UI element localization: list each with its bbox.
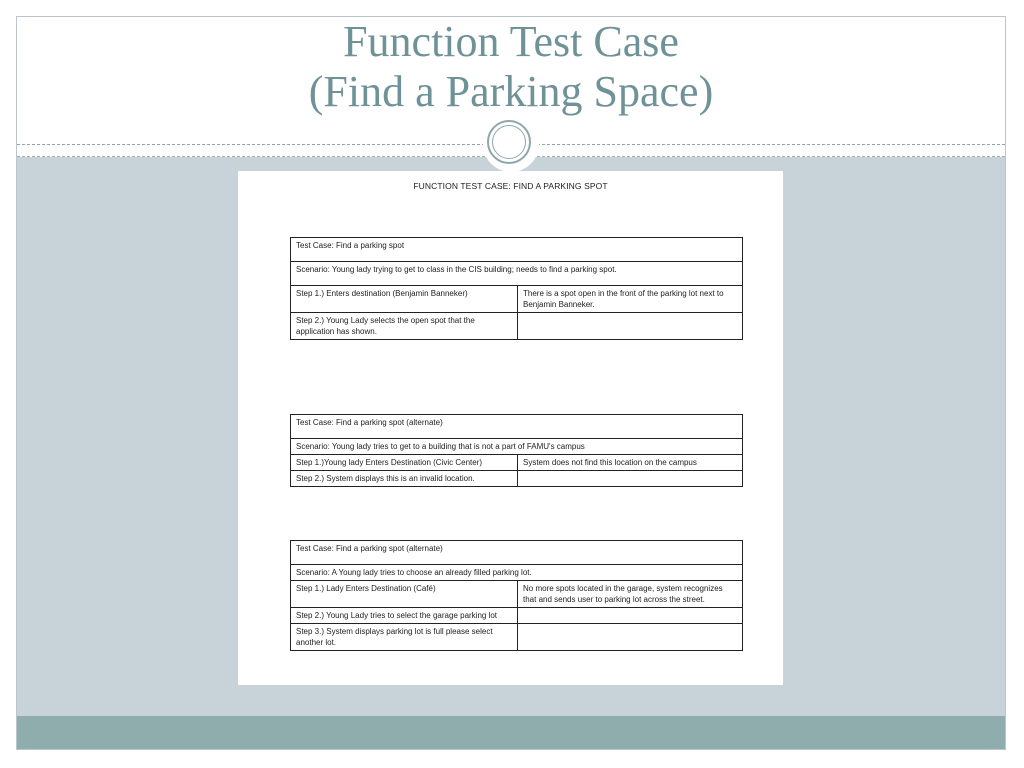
table-row: [291, 581, 743, 608]
ornament-inner-ring: [492, 125, 526, 159]
test-case-cell: Test Case: Find a parking spot: [291, 238, 743, 262]
step-cell: Step 2.) System displays this is an invalid location.: [291, 471, 518, 487]
step-cell: Step 2.) Young Lady tries to select the garage parking lot: [291, 608, 518, 624]
table-row: [291, 541, 743, 565]
footer-bar: [17, 716, 1005, 750]
scenario-cell: Scenario: Young lady tries to get to a building that is not a part of FAMU's campus: [291, 439, 743, 455]
document-heading: FUNCTION TEST CASE: FIND A PARKING SPOT: [413, 181, 608, 191]
step-cell: Step 1.) Lady Enters Destination (Café): [291, 581, 518, 608]
table-row: [291, 565, 743, 581]
test-case-table-3: [290, 540, 743, 651]
scenario-cell: Scenario: Young lady trying to get to class in the CIS building; needs to find a parking spot.: [291, 262, 743, 286]
table-row: [291, 415, 743, 439]
table-row: [291, 313, 743, 340]
table-row: [291, 439, 743, 455]
result-cell: [518, 608, 743, 624]
table-row: [291, 455, 743, 471]
step-cell: Step 1.) Enters destination (Benjamin Banneker): [291, 286, 518, 313]
document-image: [238, 171, 783, 685]
slide-title-line-2: (Find a Parking Space): [308, 67, 714, 116]
result-cell: [518, 624, 743, 651]
result-cell: [518, 471, 743, 487]
step-cell: Step 1.)Young lady Enters Destination (Civic Center): [291, 455, 518, 471]
slide-title-line-1: Function Test Case: [343, 17, 679, 66]
step-cell: Step 2.) Young Lady selects the open spot that the application has shown.: [291, 313, 518, 340]
slide: [16, 16, 1006, 750]
result-cell: No more spots located in the garage, system recognizes that and sends user to parking lot across the street.: [518, 581, 743, 608]
table-row: [291, 262, 743, 286]
step-cell: Step 3.) System displays parking lot is full please select another lot.: [291, 624, 518, 651]
table-row: [291, 624, 743, 651]
test-case-cell: Test Case: Find a parking spot (alternate): [291, 415, 743, 439]
table-row: [291, 238, 743, 262]
test-case-table-1: [290, 237, 743, 340]
slide-title: [17, 17, 1005, 117]
table-row: [291, 608, 743, 624]
result-cell: [518, 313, 743, 340]
result-cell: System does not find this location on the campus: [518, 455, 743, 471]
test-case-table-2: [290, 414, 743, 487]
result-cell: There is a spot open in the front of the parking lot next to Benjamin Banneker.: [518, 286, 743, 313]
scenario-cell: Scenario: A Young lady tries to choose an already filled parking lot.: [291, 565, 743, 581]
test-case-cell: Test Case: Find a parking spot (alternate): [291, 541, 743, 565]
table-row: [291, 471, 743, 487]
table-row: [291, 286, 743, 313]
